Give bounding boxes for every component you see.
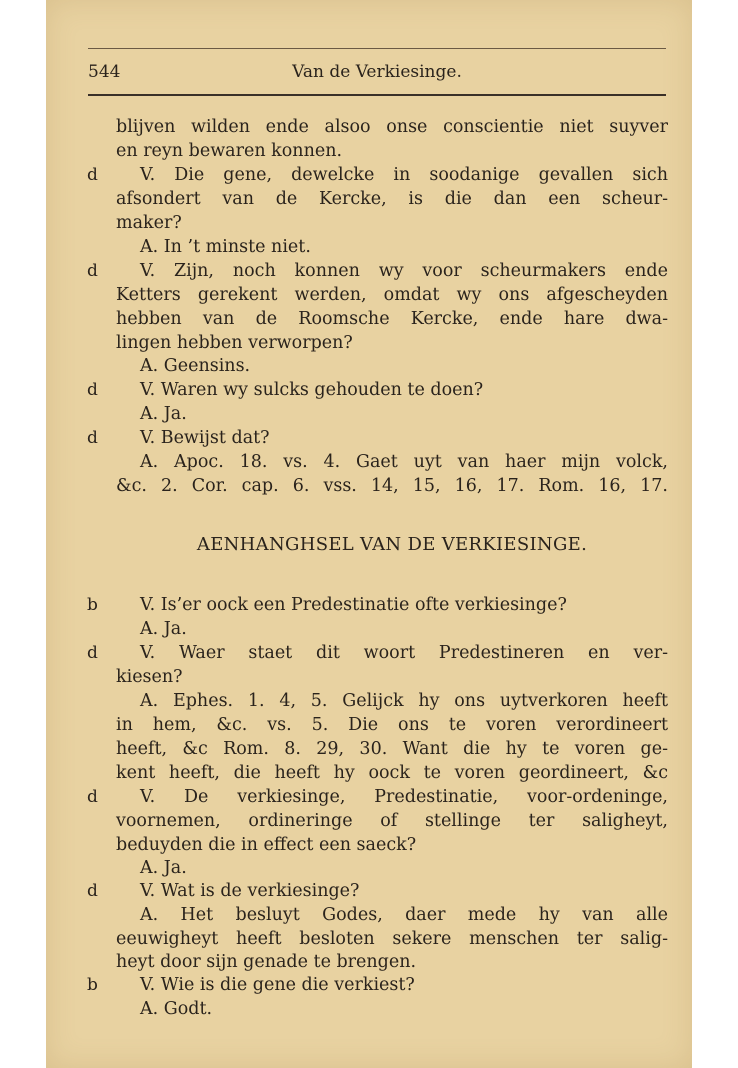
question-line: V. Wie is die gene die verkiest?	[140, 975, 415, 995]
question-line: V. Die gene, dewelcke in soodanige gevallen sich	[140, 165, 668, 185]
answer-line: A. Het besluyt Godes, daer mede hy van alle	[140, 905, 668, 925]
text-line: lingen hebben verworpen?	[116, 333, 353, 353]
question-line: V. Wat is de verkiesinge?	[140, 881, 360, 901]
margin-marker: b	[87, 595, 98, 615]
text-line: en reyn bewaren konnen.	[116, 141, 343, 161]
margin-marker: d	[87, 380, 98, 400]
section-title: AENHANGHSEL VAN DE VERKIESINGE.	[196, 534, 588, 555]
page-header	[88, 62, 666, 90]
text-line: heyt door sijn genade te brengen.	[116, 952, 417, 972]
text-line: voornemen, ordineringe of stellinge ter saligheyt,	[116, 811, 668, 831]
question-line: V. Bewijst dat?	[140, 428, 270, 448]
answer-line: A. Godt.	[140, 999, 213, 1019]
answer-line: A. Apoc. 18. vs. 4. Gaet uyt van haer mijn volck,	[140, 452, 668, 472]
text-line: afsondert van de Kercke, is die dan een scheur-	[116, 189, 668, 209]
text-line: hebben van de Roomsche Kercke, ende hare dwa-	[116, 309, 668, 329]
text-line: beduyden die in effect een saeck?	[116, 835, 417, 855]
question-line: V. De verkiesinge, Predestinatie, voor-ordeninge,	[140, 787, 668, 807]
question-line: V. Is’er oock een Predestinatie ofte verkiesinge?	[140, 595, 567, 615]
top-rule	[88, 48, 666, 49]
margin-marker: d	[87, 261, 98, 281]
text-line: Ketters gerekent werden, omdat wy ons afgescheyden	[116, 285, 668, 305]
margin-marker: d	[87, 643, 98, 663]
text-line: eeuwigheyt heeft besloten sekere menschen ter salig-	[116, 929, 668, 949]
answer-line: A. In ’t minste niet.	[140, 237, 311, 257]
question-line: V. Waren wy sulcks gehouden te doen?	[140, 380, 484, 400]
text-line: blijven wilden ende alsoo onse conscientie niet suyver	[116, 117, 668, 137]
margin-marker: d	[87, 881, 98, 901]
text-line: heeft, &c Rom. 8. 29, 30. Want die hy te voren ge-	[116, 739, 668, 759]
margin-marker: d	[87, 428, 98, 448]
text-line: kent heeft, die heeft hy oock te voren geordineert, &c	[116, 763, 668, 783]
question-line: V. Zijn, noch konnen wy voor scheurmakers ende	[140, 261, 668, 281]
answer-line: A. Ja.	[140, 619, 187, 639]
answer-line: A. Ja.	[140, 404, 187, 424]
book-page	[46, 0, 692, 1068]
question-line: V. Waer staet dit woort Predestineren en ver-	[140, 643, 668, 663]
margin-marker: d	[87, 787, 98, 807]
text-line: maker?	[116, 213, 182, 233]
answer-line: A. Geensins.	[140, 356, 251, 376]
answer-line: A. Ephes. 1. 4, 5. Gelijck hy ons uytverkoren heeft	[140, 691, 668, 711]
margin-marker: b	[87, 975, 98, 995]
page-number: 544	[88, 62, 121, 82]
margin-marker: d	[87, 165, 98, 185]
text-line: in hem, &c. vs. 5. Die ons te voren verordineert	[116, 715, 668, 735]
answer-line: A. Ja.	[140, 858, 187, 878]
text-line: &c. 2. Cor. cap. 6. vss. 14, 15, 16, 17. Rom. 16, 17.	[116, 476, 668, 496]
text-line: kiesen?	[116, 667, 183, 687]
header-rule	[88, 94, 666, 96]
running-head: Van de Verkiesinge.	[292, 62, 462, 82]
